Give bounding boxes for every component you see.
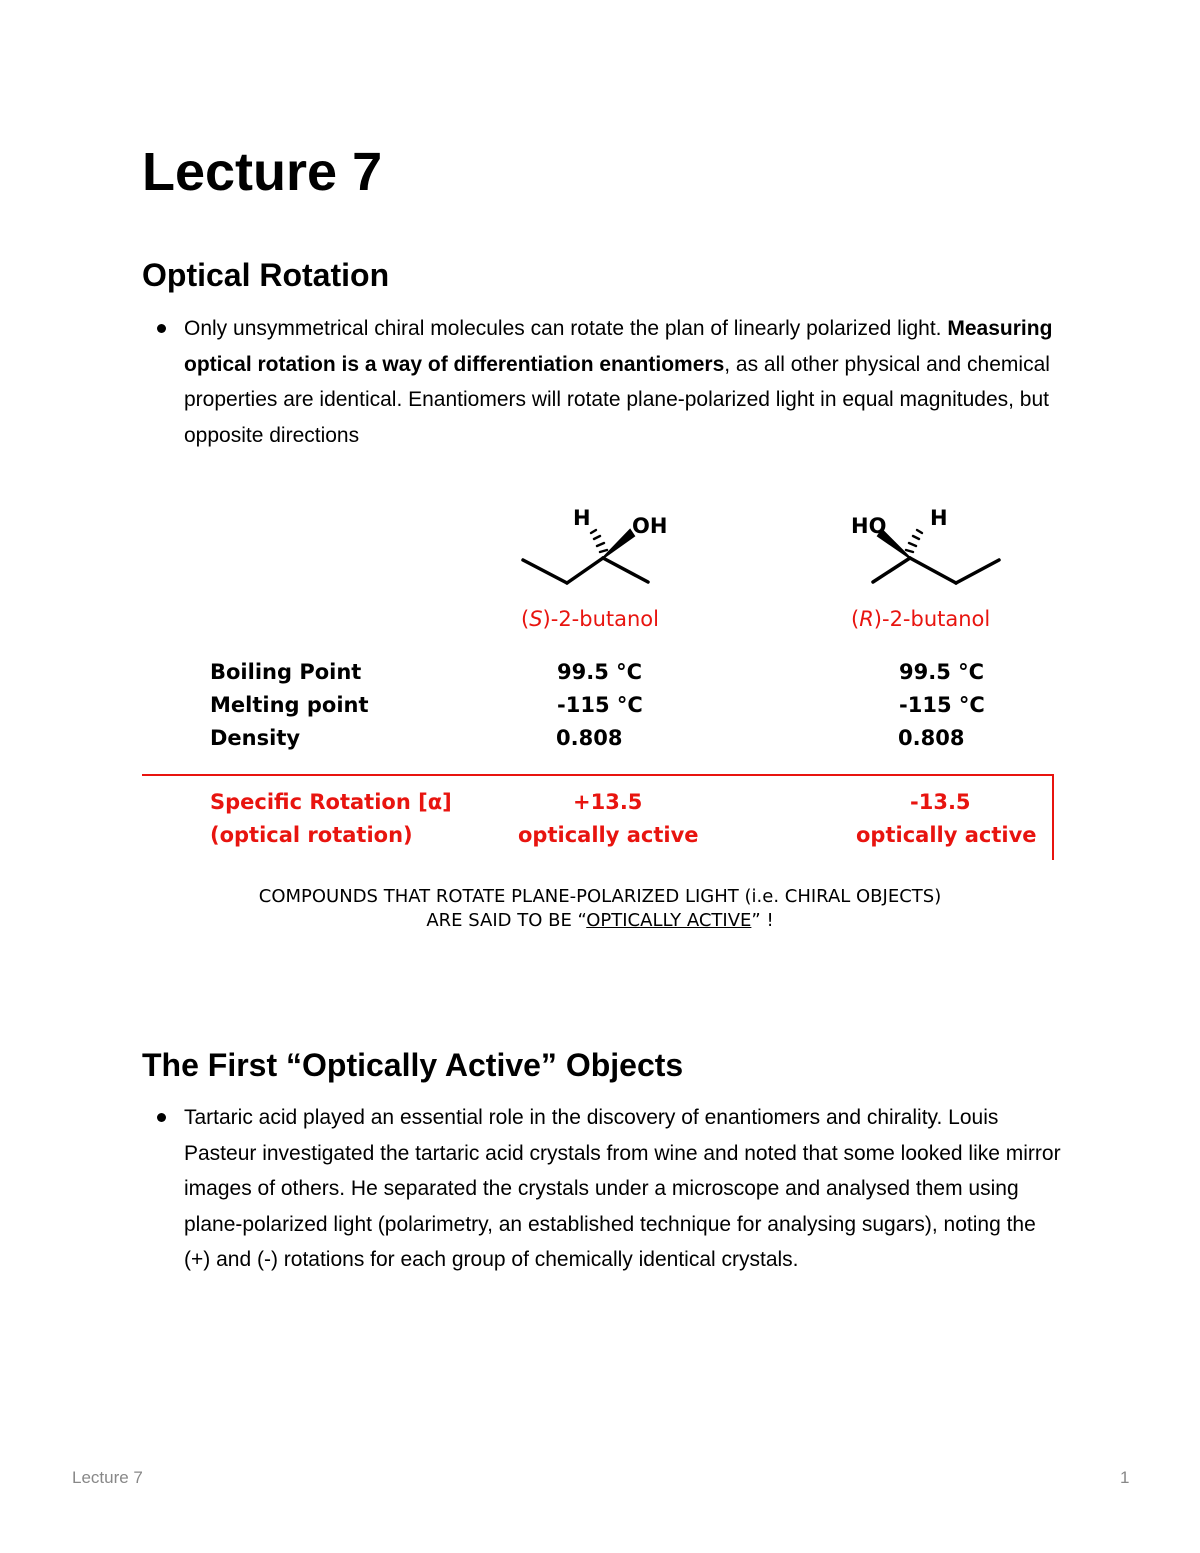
section-heading-first-optically-active: The First “Optically Active” Objects	[142, 1047, 684, 1083]
r-name-open: (	[851, 607, 860, 631]
r-butanol-name	[851, 609, 990, 630]
s-name-open: (	[521, 607, 530, 631]
specific-rotation-s: +13.5	[573, 790, 643, 814]
caption-line-1: COMPOUNDS THAT ROTATE PLANE-POLARIZED LIGHT (i.e. CHIRAL OBJECTS)	[258, 886, 942, 907]
butanol-structures	[0, 490, 1200, 610]
optically-active-s: optically active	[518, 823, 699, 847]
bullet-lead-text: Only unsymmetrical chiral molecules can rotate the plan of linearly polarized light.	[184, 317, 942, 340]
row-s-density: 0.808	[556, 726, 623, 750]
row-label-boiling-point: Boiling Point	[210, 660, 362, 684]
row-s-melting-point: -115 °C	[557, 693, 643, 717]
caption-line-2-underlined: OPTICALLY ACTIVE	[586, 910, 752, 932]
caption-line-2-post: ” !	[751, 910, 774, 932]
bullet-optical-rotation	[184, 311, 1064, 453]
row-label-density: Density	[210, 726, 301, 750]
footer-page-number: 1	[1120, 1468, 1130, 1487]
s-atom-h: H	[573, 506, 591, 530]
row-r-density: 0.808	[898, 726, 965, 750]
row-label-melting-point: Melting point	[210, 693, 369, 717]
row-r-melting-point: -115 °C	[899, 693, 985, 717]
s-atom-oh: OH	[632, 514, 668, 538]
r-butanol-structure	[873, 530, 999, 583]
optical-rotation-label: (optical rotation)	[210, 823, 413, 847]
bullet-bold-text: Measuring optical rotation is a way of differentiation enantiomers	[184, 317, 1053, 376]
s-butanol-structure	[523, 530, 648, 583]
specific-rotation-label: Specific Rotation [α]	[210, 790, 452, 814]
row-r-boiling-point: 99.5 °C	[899, 660, 985, 684]
r-descriptor: R	[859, 607, 874, 631]
r-name-suffix: )-2-butanol	[873, 607, 991, 631]
page-title: Lecture 7	[142, 142, 383, 202]
bullet-dot	[157, 324, 166, 333]
bullet-tartaric-text: Tartaric acid played an essential role in the discovery of enantiomers and chirality. Louis Pasteur investigated the tartaric acid crystals from wine and noted that some looked like mirror images of others. He separated the crystals under a microscope and analysed them using plane-polarized light (polarimetry, an established technique for analysing sugars), noting the (+) and (-) rotations for each group of chemically identical crystals.	[184, 1106, 1061, 1271]
figure-caption	[0, 885, 1200, 934]
caption-line-2	[0, 909, 1200, 933]
butanol-comparison-figure	[0, 490, 1200, 960]
section-heading-optical-rotation: Optical Rotation	[142, 257, 390, 293]
footer-title: Lecture 7	[72, 1468, 143, 1487]
red-divider-edge	[1052, 774, 1054, 860]
bullet-dot	[157, 1113, 166, 1122]
row-s-boiling-point: 99.5 °C	[557, 660, 643, 684]
s-name-suffix: )-2-butanol	[542, 607, 659, 631]
red-divider-line	[142, 774, 1054, 776]
bullet-rest-text: , as all other physical and chemical properties are identical. Enantiomers will rotate plane-polarized light in equal magnitudes, but opposite directions	[184, 352, 1050, 447]
r-atom-h: H	[930, 506, 948, 530]
specific-rotation-r: -13.5	[910, 790, 971, 814]
r-atom-ho: HO	[851, 514, 887, 538]
bullet-tartaric-acid	[184, 1100, 1064, 1278]
s-butanol-name	[521, 609, 659, 630]
s-descriptor: S	[529, 607, 543, 631]
optically-active-r: optically active	[856, 823, 1037, 847]
caption-line-2-pre: ARE SAID TO BE “	[426, 910, 587, 932]
